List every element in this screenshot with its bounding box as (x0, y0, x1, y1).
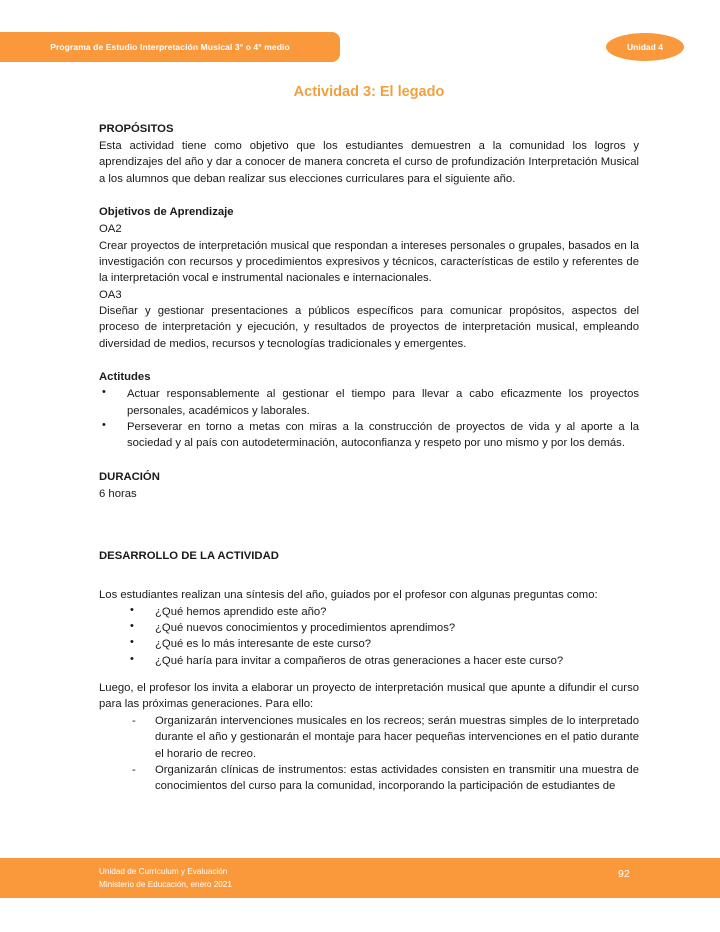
section-heading-objetivos: Objetivos de Aprendizaje (99, 206, 234, 219)
spacer (99, 502, 639, 548)
list-item: • Actuar responsablemente al gestionar el tiempo para llevar a cabo eficazmente los proyectos personales, académicos y laborales. (99, 386, 639, 419)
list-item (99, 604, 639, 620)
question-text: • ¿Qué haría para invitar a compañeros de otras generaciones a hacer este curso? (155, 654, 564, 667)
objetivo-text-oa3: Diseñar y gestionar presentaciones a públicos específicos para comunicar propósitos, aspectos del proceso de interpretación y ejecución, y resultados de proyectos de interpretación musical, empleando diversidad de medios, recursos y tecnologías tradicionales y emergentes. (99, 305, 639, 350)
spacer (99, 187, 639, 204)
desarrollo-second-intro: Luego, el profesor los invita a elaborar un proyecto de interpretación musical que apunte a difundir el curso para las próximas generaciones. Para ello: (99, 682, 639, 711)
section-heading-propositos: PROPÓSITOS (99, 123, 174, 135)
objetivo-text-oa2: Crear proyectos de interpretación musical que respondan a intereses personales o grupales, basados en la investigación con recursos y procedimientos expresivos y técnicos, características de estilo y referentes de la interpretación vocal e instrumental nacionales e internacionales. (99, 239, 639, 285)
page-number: 92 (618, 868, 630, 880)
objetivo-code-oa2: OA2 (99, 223, 122, 236)
spacer (99, 452, 639, 469)
unit-badge (606, 33, 684, 61)
duracion-value: 6 horas (99, 487, 137, 500)
section-heading-desarrollo: DESARROLLO DE LA ACTIVIDAD (99, 550, 279, 563)
list-item: • Perseverar en torno a metas con miras a la construcción de proyectos de vida y al aporte a la sociedad y al país con autodeterminación, autoconfianza y respeto por uno mismo y por los demás. (99, 419, 639, 452)
document-body (99, 84, 639, 795)
list-item (99, 620, 639, 636)
section-heading-actitudes: Actitudes (99, 371, 151, 384)
question-text: • ¿Qué nuevos conocimientos y procedimientos aprendimos? (155, 621, 456, 634)
list-item (99, 636, 639, 652)
propositos-body: Esta actividad tiene como objetivo que los estudiantes demuestren a la comunidad los logros y aprendizajes del año y dar a conocer de manera concreta el curso de profundización Interpretación Musical a los alumnos que deban realizar sus elecciones curriculares para el siguiente año. (99, 140, 639, 185)
actitudes-list (99, 386, 639, 452)
footer-organization (99, 866, 232, 891)
list-item: - Organizarán intervenciones musicales en los recreos; serán muestras simples de lo interpretado durante el año y gestionarán el montaje para hacer pequeñas intervenciones en el patio durante el horario de recreo. (99, 713, 639, 762)
unit-badge-label: Unidad 4 (627, 42, 663, 52)
section-heading-duracion: DURACIÓN (99, 470, 160, 483)
footer-line-1: Unidad de Currículum y Evaluación (99, 867, 228, 876)
spacer (99, 565, 639, 587)
footer-line-2: Ministerio de Educación, enero 2021 (99, 879, 232, 889)
question-text: • ¿Qué es lo más interesante de este curso? (155, 638, 372, 651)
spacer (99, 669, 639, 680)
program-header-label: Programa de Estudio Interpretación Musical 3° o 4° medio (50, 42, 290, 52)
objetivo-code-oa3: OA3 (99, 288, 122, 301)
page-title: Actividad 3: El legado (293, 84, 445, 100)
list-item (99, 653, 639, 669)
desarrollo-questions-list (99, 604, 639, 670)
spacer (99, 352, 639, 369)
list-item: - Organizarán clínicas de instrumentos: estas actividades consisten en transmitir una muestra de conocimientos del curso para la comunidad, incorporando la participación de estudiantes de (99, 762, 639, 795)
question-text: • ¿Qué hemos aprendido este año? (155, 605, 327, 618)
desarrollo-intro: Los estudiantes realizan una síntesis del año, guiados por el profesor con algunas preguntas como: (99, 589, 598, 602)
program-header-band (0, 32, 340, 62)
desarrollo-tasks-list (99, 713, 639, 795)
